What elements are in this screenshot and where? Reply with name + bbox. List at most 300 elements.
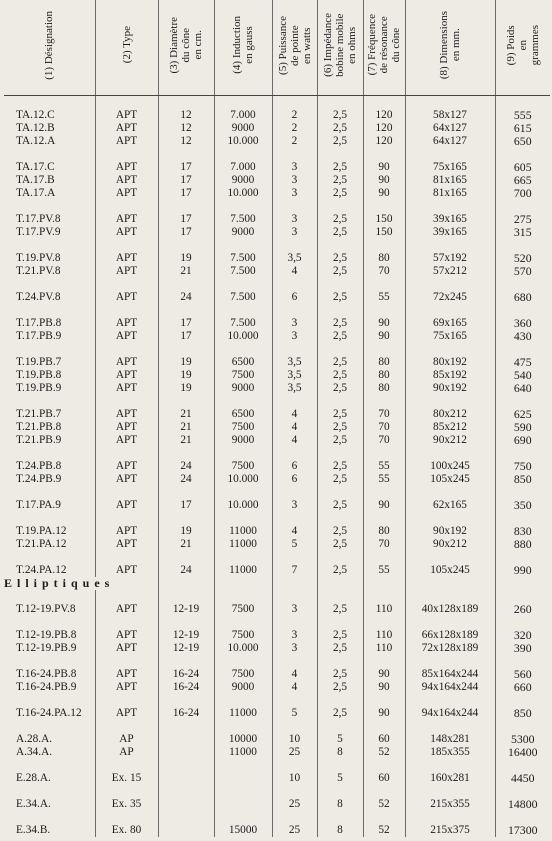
cell-induction: 7500: [214, 369, 272, 382]
cell-type: APT: [95, 668, 158, 681]
cell-diameter: 16-24: [158, 668, 214, 681]
cell-weight: 315: [495, 226, 550, 239]
cell-diameter: 16-24: [158, 707, 214, 720]
cell-induction: 10.000: [214, 187, 272, 200]
cell-designation: E.28.A.: [16, 772, 51, 784]
cell-designation: T.17.PB.8: [16, 317, 62, 329]
cell-dimensions: 72x245: [405, 291, 495, 304]
cell-type: APT: [95, 174, 158, 187]
cell-dimensions: 94x164x244: [405, 681, 495, 694]
spacer-cell: [363, 278, 405, 291]
cell-diameter: 17: [158, 174, 214, 187]
cell-frequency: 90: [363, 187, 405, 200]
spacer-cell: [405, 486, 495, 499]
spacer-cell: [272, 616, 317, 629]
spacer-cell: [158, 655, 214, 668]
cell-power: 4: [272, 525, 317, 538]
cell-impedance: 2,5: [317, 642, 363, 655]
cell-designation: T.19.PB.9: [16, 382, 62, 394]
cell-diameter: 21: [158, 421, 214, 434]
cell-dimensions: 100x245: [405, 460, 495, 473]
cell-weight: 665: [495, 174, 550, 187]
header-text: (7) Fréquence de résonance du cône: [366, 14, 402, 76]
spacer-row: [4, 759, 550, 772]
spacer-cell: [158, 694, 214, 707]
spacer-cell: [495, 200, 550, 213]
cell-type: APT: [95, 681, 158, 694]
spacer-cell: [95, 200, 158, 213]
spacer-cell: [405, 304, 495, 317]
cell-frequency: 55: [363, 460, 405, 473]
cell-type: APT: [95, 317, 158, 330]
cell-dimensions: 64x127: [405, 135, 495, 148]
cell-induction: 7.000: [214, 109, 272, 122]
table-row: [4, 668, 550, 681]
cell-impedance: 2,5: [317, 109, 363, 122]
table-row: [4, 174, 550, 187]
spacer-row: [4, 395, 550, 408]
cell-induction: 9000: [214, 226, 272, 239]
cell-weight: 640: [495, 382, 550, 395]
cell-designation: T.16-24.PB.8: [16, 668, 77, 680]
cell-frequency: 52: [363, 798, 405, 811]
cell-type: APT: [95, 538, 158, 551]
cell-impedance: 2,5: [317, 538, 363, 551]
cell-diameter: 21: [158, 434, 214, 447]
cell-type: AP: [95, 746, 158, 759]
spacer-cell: [214, 577, 272, 590]
cell-dimensions: 85x212: [405, 421, 495, 434]
spacer-cell: [317, 447, 363, 460]
spacer-cell: [363, 759, 405, 772]
cell-weight: 590: [495, 421, 550, 434]
cell-power: 3: [272, 161, 317, 174]
spacer-cell: [214, 694, 272, 707]
header-designation: [4, 0, 95, 96]
spacer-cell: [272, 486, 317, 499]
cell-designation: T.21.PB.7: [16, 408, 62, 420]
cell-weight: 750: [495, 460, 550, 473]
spacer-cell: [495, 720, 550, 733]
cell-designation: T.24.PB.8: [16, 460, 62, 472]
cell-type: APT: [95, 408, 158, 421]
table-row: [4, 434, 550, 447]
cell-frequency: 55: [363, 564, 405, 577]
cell-power: 3: [272, 330, 317, 343]
cell-induction: 15000: [214, 824, 272, 837]
table-row: [4, 187, 550, 200]
cell-power: 6: [272, 291, 317, 304]
cell-designation: T.21.PV.8: [16, 265, 61, 277]
cell-power: 3: [272, 642, 317, 655]
cell-frequency: 70: [363, 538, 405, 551]
spacer-cell: [405, 616, 495, 629]
cell-dimensions: 69x165: [405, 317, 495, 330]
cell-frequency: 80: [363, 525, 405, 538]
cell-power: 2: [272, 109, 317, 122]
spacer-cell: [405, 395, 495, 408]
header-impedance: [317, 0, 363, 96]
spacer-cell: [495, 590, 550, 603]
spacer-cell: [95, 239, 158, 252]
spacer-cell: [95, 720, 158, 733]
cell-power: 4: [272, 408, 317, 421]
cell-dimensions: 90x212: [405, 434, 495, 447]
spacer-cell: [363, 148, 405, 161]
table-row: [4, 538, 550, 551]
header-row: [4, 0, 550, 96]
cell-dimensions: 75x165: [405, 161, 495, 174]
cell-diameter: 21: [158, 408, 214, 421]
cell-power: 3: [272, 317, 317, 330]
cell-weight: 990: [495, 564, 550, 577]
spacer-cell: [363, 694, 405, 707]
spacer-cell: [158, 590, 214, 603]
cell-frequency: 52: [363, 824, 405, 837]
spacer-cell: [95, 512, 158, 525]
cell-induction: 7.500: [214, 317, 272, 330]
spacer-row: [4, 512, 550, 525]
spacer-row: [4, 447, 550, 460]
cell-weight: 4450: [495, 772, 550, 785]
spacer-cell: [214, 551, 272, 564]
cell-dimensions: 39x165: [405, 213, 495, 226]
cell-weight: 690: [495, 434, 550, 447]
header-power: [272, 0, 317, 96]
cell-power: 10: [272, 733, 317, 746]
cell-designation: E.34.B.: [16, 824, 51, 836]
cell-dimensions: 75x165: [405, 330, 495, 343]
cell-designation: E.34.A.: [16, 798, 51, 810]
cell-power: 4: [272, 265, 317, 278]
spacer-cell: [4, 551, 95, 564]
cell-type: APT: [95, 187, 158, 200]
spacer-cell: [158, 343, 214, 356]
spacer-cell: [317, 395, 363, 408]
spacer-cell: [4, 239, 95, 252]
spacer-row: [4, 720, 550, 733]
spacer-cell: [214, 655, 272, 668]
spacer-cell: [214, 512, 272, 525]
spacer-cell: [363, 512, 405, 525]
cell-designation: T.19.PB.8: [16, 369, 62, 381]
cell-impedance: 2,5: [317, 135, 363, 148]
cell-impedance: 2,5: [317, 421, 363, 434]
cell-weight: 320: [495, 629, 550, 642]
table-row: [4, 213, 550, 226]
cell-designation: TA.12.A: [16, 135, 56, 147]
table-row: [4, 135, 550, 148]
spacer-cell: [272, 785, 317, 798]
spacer-cell: [405, 694, 495, 707]
spacer-cell: [317, 577, 363, 590]
cell-induction: 10.000: [214, 330, 272, 343]
cell-designation: T.19.PB.7: [16, 356, 62, 368]
cell-dimensions: 66x128x189: [405, 629, 495, 642]
cell-designation: T.24.PB.9: [16, 473, 62, 485]
cell-impedance: 2,5: [317, 356, 363, 369]
spacer-cell: [214, 785, 272, 798]
cell-diameter: 12-19: [158, 642, 214, 655]
cell-frequency: 80: [363, 252, 405, 265]
cell-designation: T.16-24.PA.12: [16, 707, 82, 719]
cell-power: 3,5: [272, 356, 317, 369]
header-dimensions: [405, 0, 495, 96]
spacer-cell: [363, 200, 405, 213]
cell-impedance: 8: [317, 798, 363, 811]
spacer-row: [4, 616, 550, 629]
spacer-cell: [495, 577, 550, 590]
cell-power: 4: [272, 434, 317, 447]
cell-weight: 475: [495, 356, 550, 369]
cell-frequency: 90: [363, 317, 405, 330]
spacer-cell: [272, 590, 317, 603]
cell-type: APT: [95, 473, 158, 486]
cell-designation: T.12-19.PB.9: [16, 642, 77, 654]
cell-power: 4: [272, 681, 317, 694]
cell-weight: 650: [495, 135, 550, 148]
cell-frequency: 120: [363, 135, 405, 148]
cell-induction: 7500: [214, 603, 272, 616]
cell-type: APT: [95, 369, 158, 382]
cell-impedance: 2,5: [317, 265, 363, 278]
cell-weight: 560: [495, 668, 550, 681]
cell-type: APT: [95, 707, 158, 720]
spacer-cell: [158, 148, 214, 161]
spacer-cell: [495, 616, 550, 629]
table-row: [4, 122, 550, 135]
spacer-cell: [405, 551, 495, 564]
table-row: [4, 109, 550, 122]
cell-induction: 10000: [214, 733, 272, 746]
cell-designation: A.34.A.: [16, 746, 53, 758]
cell-type: APT: [95, 525, 158, 538]
table-row: [4, 798, 550, 811]
cell-frequency: 55: [363, 291, 405, 304]
cell-frequency: 70: [363, 421, 405, 434]
header-text: (3) Diamètre du cône en cm.: [168, 16, 204, 74]
cell-power: 3,5: [272, 382, 317, 395]
cell-power: 3: [272, 499, 317, 512]
cell-weight: 880: [495, 538, 550, 551]
spacer-cell: [405, 200, 495, 213]
cell-diameter: 19: [158, 369, 214, 382]
spacer-cell: [317, 616, 363, 629]
spacer-cell: [214, 200, 272, 213]
table-row: [4, 746, 550, 759]
header-text: (1) Désignation: [43, 10, 56, 80]
spacer-cell: [95, 616, 158, 629]
spacer-cell: [214, 239, 272, 252]
spacer-cell: [158, 200, 214, 213]
table-row: [4, 629, 550, 642]
cell-power: 25: [272, 798, 317, 811]
header-text: (6) Impédance bobine mobile en ohms: [322, 13, 358, 77]
spacer-cell: [272, 447, 317, 460]
cell-impedance: 2,5: [317, 382, 363, 395]
cell-frequency: 90: [363, 668, 405, 681]
cell-induction: 7.500: [214, 291, 272, 304]
cell-dimensions: 62x165: [405, 499, 495, 512]
spacer-cell: [95, 785, 158, 798]
cell-dimensions: 81x165: [405, 187, 495, 200]
cell-designation: TA.17.C: [16, 161, 55, 173]
cell-designation: T.12-19.PB.8: [16, 629, 77, 641]
table-row: [4, 369, 550, 382]
cell-type: APT: [95, 460, 158, 473]
cell-impedance: 2,5: [317, 564, 363, 577]
cell-designation: T.16-24.PB.9: [16, 681, 77, 693]
spacer-cell: [158, 616, 214, 629]
speaker-spec-table: [4, 0, 550, 837]
cell-dimensions: 39x165: [405, 226, 495, 239]
cell-frequency: 120: [363, 122, 405, 135]
spacer-cell: [272, 343, 317, 356]
table-row: [4, 317, 550, 330]
spacer-row: [4, 811, 550, 824]
spacer-row: [4, 785, 550, 798]
cell-impedance: 2,5: [317, 161, 363, 174]
cell-induction: 6500: [214, 356, 272, 369]
cell-induction: 11000: [214, 564, 272, 577]
cell-weight: 555: [495, 109, 550, 122]
cell-frequency: 150: [363, 226, 405, 239]
spacer-cell: [95, 148, 158, 161]
spacer-cell: [214, 447, 272, 460]
cell-diameter: 19: [158, 525, 214, 538]
spacer-cell: [405, 239, 495, 252]
spacer-cell: [214, 720, 272, 733]
cell-type: Ex. 80: [95, 824, 158, 837]
cell-induction: [214, 772, 272, 785]
table-row: [4, 382, 550, 395]
cell-frequency: 110: [363, 603, 405, 616]
cell-dimensions: 160x281: [405, 772, 495, 785]
spacer-cell: [158, 486, 214, 499]
spacer-row: [4, 278, 550, 291]
spacer-cell: [4, 811, 95, 824]
spacer-cell: [405, 447, 495, 460]
cell-frequency: 90: [363, 161, 405, 174]
cell-power: 3: [272, 603, 317, 616]
cell-frequency: 80: [363, 382, 405, 395]
spacer-cell: [214, 148, 272, 161]
cell-induction: 7500: [214, 629, 272, 642]
spacer-cell: [272, 655, 317, 668]
spacer-cell: [317, 96, 363, 110]
header-weight: [495, 0, 550, 96]
cell-impedance: 2,5: [317, 629, 363, 642]
spacer-cell: [4, 486, 95, 499]
cell-type: APT: [95, 603, 158, 616]
spacer-cell: [272, 512, 317, 525]
cell-impedance: 2,5: [317, 122, 363, 135]
spacer-cell: [158, 759, 214, 772]
spacer-cell: [317, 148, 363, 161]
cell-induction: 7500: [214, 460, 272, 473]
spacer-cell: [317, 759, 363, 772]
spacer-cell: [405, 720, 495, 733]
cell-frequency: 80: [363, 369, 405, 382]
cell-weight: 605: [495, 161, 550, 174]
cell-weight: 430: [495, 330, 550, 343]
spacer-cell: [363, 590, 405, 603]
spacer-cell: [158, 304, 214, 317]
cell-frequency: 150: [363, 213, 405, 226]
spacer-cell: [158, 720, 214, 733]
spacer-cell: [4, 720, 95, 733]
spacer-cell: [272, 551, 317, 564]
cell-diameter: 17: [158, 187, 214, 200]
spacer-cell: [95, 759, 158, 772]
spacer-cell: [363, 811, 405, 824]
spacer-cell: [495, 304, 550, 317]
cell-induction: 9000: [214, 434, 272, 447]
spacer-cell: [272, 811, 317, 824]
cell-type: APT: [95, 382, 158, 395]
cell-power: 5: [272, 707, 317, 720]
table-row: [4, 603, 550, 616]
cell-diameter: 17: [158, 161, 214, 174]
table-row: [4, 525, 550, 538]
cell-impedance: 2,5: [317, 330, 363, 343]
cell-dimensions: 185x355: [405, 746, 495, 759]
header-text: (8) Dimensions en mm.: [438, 10, 462, 80]
cell-designation: T.21.PB.9: [16, 434, 62, 446]
cell-weight: 625: [495, 408, 550, 421]
spacer-cell: [95, 590, 158, 603]
cell-impedance: 2,5: [317, 213, 363, 226]
cell-impedance: 2,5: [317, 499, 363, 512]
header-text: (9) Poids en grammes: [504, 24, 541, 66]
spacer-cell: [363, 239, 405, 252]
spacer-cell: [4, 304, 95, 317]
cell-type: APT: [95, 434, 158, 447]
spacer-cell: [272, 148, 317, 161]
cell-weight: 615: [495, 122, 550, 135]
cell-power: 10: [272, 772, 317, 785]
cell-dimensions: 72x128x189: [405, 642, 495, 655]
spacer-cell: [214, 616, 272, 629]
cell-type: AP: [95, 733, 158, 746]
cell-designation: TA.17.A: [16, 187, 56, 199]
spacer-row: [4, 486, 550, 499]
cell-frequency: 80: [363, 356, 405, 369]
table-row: [4, 161, 550, 174]
cell-diameter: 21: [158, 538, 214, 551]
spacer-cell: [95, 447, 158, 460]
spacer-cell: [95, 96, 158, 110]
cell-type: APT: [95, 499, 158, 512]
cell-induction: 9000: [214, 382, 272, 395]
cell-power: 3: [272, 629, 317, 642]
cell-impedance: 5: [317, 733, 363, 746]
cell-induction: 10.000: [214, 499, 272, 512]
cell-designation: T.24.PV.8: [16, 291, 61, 303]
spacer-cell: [363, 395, 405, 408]
header-diameter: [158, 0, 214, 96]
header-frequency: [363, 0, 405, 96]
spacer-cell: [405, 759, 495, 772]
cell-power: 3: [272, 226, 317, 239]
table-row: [4, 642, 550, 655]
cell-power: 3,5: [272, 252, 317, 265]
cell-weight: 260: [495, 603, 550, 616]
cell-impedance: 2,5: [317, 473, 363, 486]
cell-dimensions: 80x192: [405, 356, 495, 369]
spacer-cell: [4, 655, 95, 668]
cell-diameter: 17: [158, 213, 214, 226]
